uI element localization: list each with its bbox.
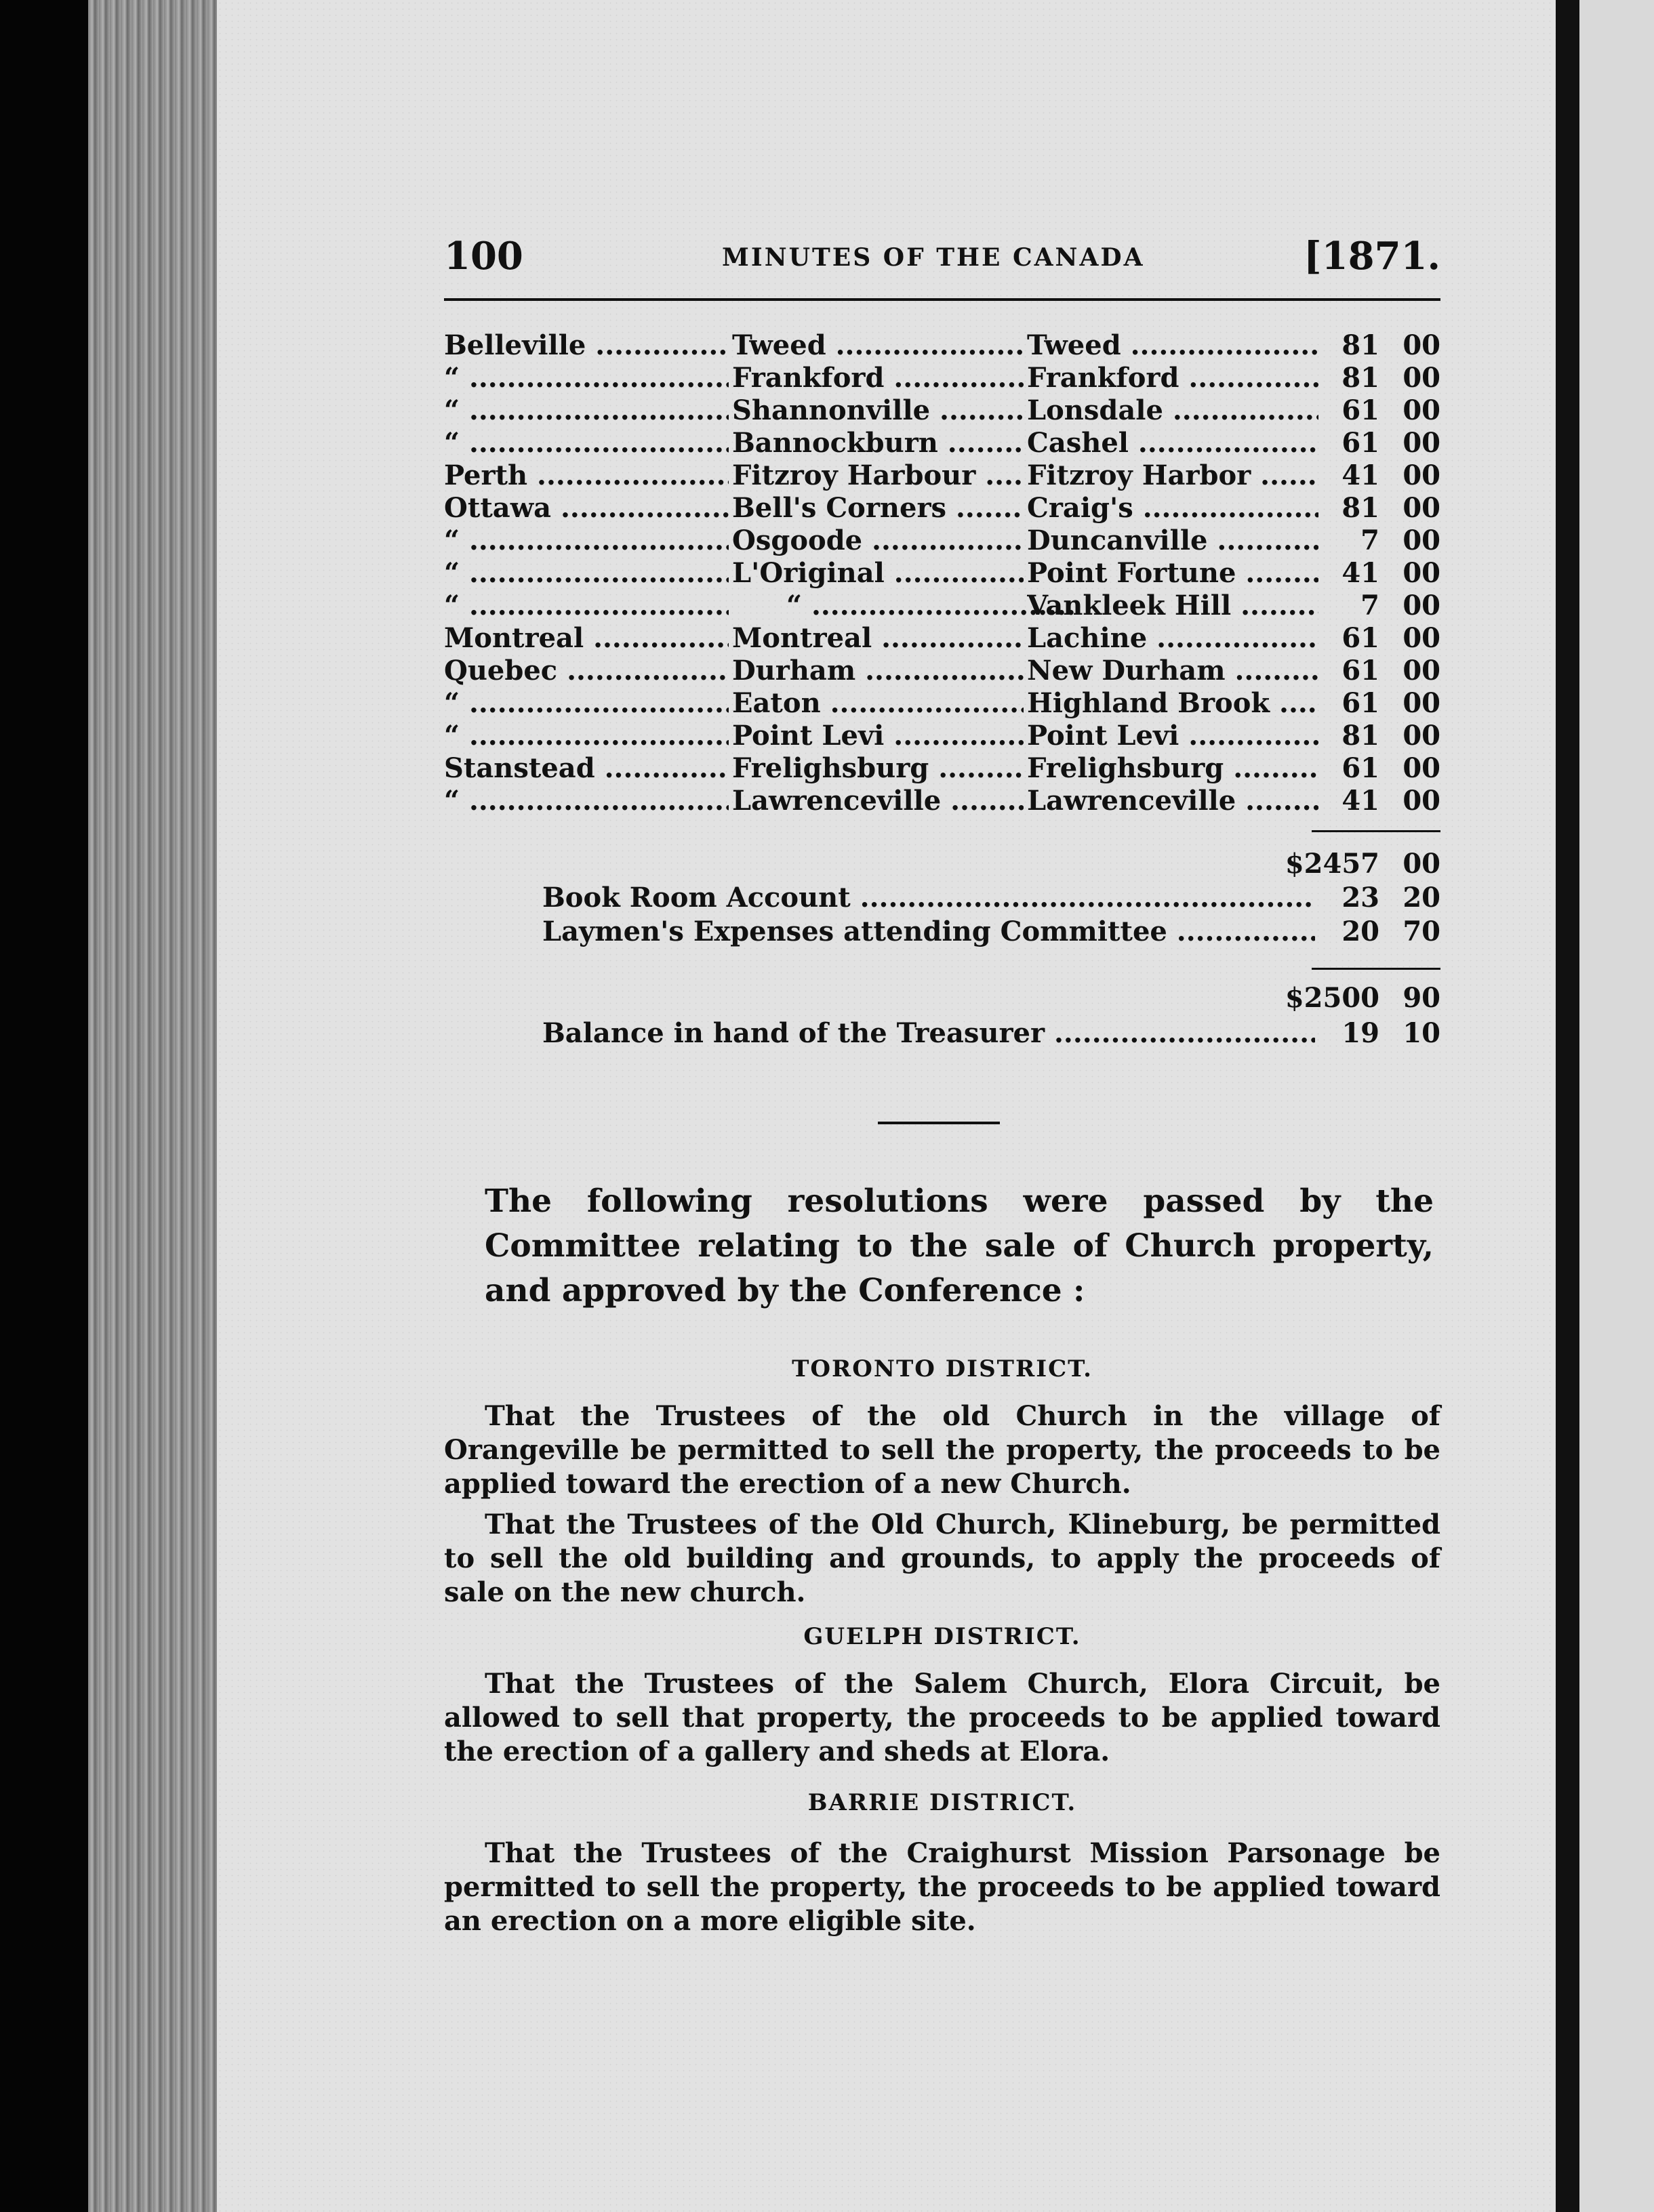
to-place-cell: Lonsdale ..... (1027, 394, 1318, 427)
from-circuit-cell: Eaton ..... (732, 687, 1024, 720)
table-row (444, 752, 1440, 785)
table-row (444, 525, 1440, 557)
cents-cell: 00 (1403, 492, 1440, 524)
book-room-row (444, 881, 1440, 915)
cents-cell: 00 (1403, 655, 1440, 687)
total-cents: 90 (1403, 982, 1440, 1014)
dollars-cell: 61 (1342, 752, 1379, 784)
to-place-cell: Craig's ..... (1027, 492, 1318, 525)
balance-label: Balance in hand of the Treasurer ..... (542, 1017, 1315, 1050)
district-cell: “ ..... (444, 720, 729, 752)
cents-cell: 00 (1403, 752, 1440, 784)
subtotal-row (444, 847, 1440, 881)
total-dollars: $2500 (1285, 982, 1379, 1014)
to-place-cell: Vankleek Hill ..... (1027, 590, 1318, 622)
district-cell: Ottawa ..... (444, 492, 729, 525)
from-circuit-cell: Fitzroy Harbour ..... (732, 459, 1024, 492)
dollars-cell: 81 (1342, 329, 1379, 361)
header-rule (444, 298, 1440, 301)
from-circuit-cell: Durham ..... (732, 655, 1024, 687)
dollars-cell: 41 (1342, 785, 1379, 817)
balance-row (444, 1017, 1440, 1050)
cents-cell: 00 (1403, 720, 1440, 752)
dollars-cell: 81 (1342, 492, 1379, 524)
barrie-resolution-1: That the Trustees of the Craighurst Mission Parsonage be permitted to sell the property, the proceeds to be applied toward an erection on a more eligible site. (444, 1837, 1440, 1937)
dollars-cell: 81 (1342, 720, 1379, 752)
to-place-cell: Frelighsburg ..... (1027, 752, 1318, 785)
table-row (444, 622, 1440, 655)
dollars-cell: 41 (1342, 557, 1379, 589)
table-row (444, 557, 1440, 590)
from-circuit-cell: Frelighsburg ..... (732, 752, 1024, 785)
laymen-expenses-dollars: 20 (1342, 916, 1379, 947)
to-place-cell: Lachine ..... (1027, 622, 1318, 655)
table-row (444, 687, 1440, 720)
book-room-cents: 20 (1403, 882, 1440, 914)
grants-table (444, 329, 1440, 817)
to-place-cell: Cashel ..... (1027, 427, 1318, 459)
balance-cents: 10 (1403, 1017, 1440, 1049)
scan-background (0, 0, 102, 2212)
toronto-district-heading: TORONTO DISTRICT. (792, 1355, 1093, 1382)
from-circuit-cell: Osgoode ..... (732, 525, 1024, 557)
table-row (444, 362, 1440, 394)
book-room-label: Book Room Account ..... (542, 881, 1315, 915)
to-place-cell: Frankford ..... (1027, 362, 1318, 394)
to-place-cell: New Durham ..... (1027, 655, 1318, 687)
cents-cell: 00 (1403, 525, 1440, 556)
laymen-expenses-cents: 70 (1403, 916, 1440, 947)
from-circuit-cell: L'Original ..... (732, 557, 1024, 590)
from-circuit-cell: Lawrenceville ..... (732, 785, 1024, 817)
district-cell: “ ..... (444, 427, 729, 459)
laymen-expenses-row (444, 915, 1440, 949)
cents-cell: 00 (1403, 785, 1440, 817)
from-circuit-cell: Bell's Corners ..... (732, 492, 1024, 525)
from-circuit-cell: Frankford ..... (732, 362, 1024, 394)
subtotal-rule (1312, 830, 1440, 832)
district-cell: Perth ..... (444, 459, 729, 492)
balance-dollars: 19 (1342, 1017, 1379, 1049)
guelph-resolution-1: That the Trustees of the Salem Church, Elora Circuit, be allowed to sell that property, the proceeds to be applied toward the erection of a gallery and sheds at Elora. (444, 1668, 1440, 1767)
to-place-cell: Point Levi ..... (1027, 720, 1318, 752)
table-row (444, 785, 1440, 817)
district-cell: Stanstead ..... (444, 752, 729, 785)
dollars-cell: 61 (1342, 687, 1379, 719)
from-circuit-cell: Bannockburn ..... (732, 427, 1024, 459)
to-place-cell: Highland Brook ..... (1027, 687, 1318, 720)
table-row (444, 459, 1440, 492)
header-year: [1871. (1304, 234, 1440, 279)
to-place-cell: Fitzroy Harbor ..... (1027, 459, 1318, 492)
from-circuit-cell: Tweed ..... (732, 329, 1024, 362)
table-row (444, 394, 1440, 427)
from-circuit-cell: Montreal ..... (732, 622, 1024, 655)
cents-cell: 00 (1403, 687, 1440, 719)
barrie-district-heading: BARRIE DISTRICT. (807, 1789, 1077, 1816)
cents-cell: 00 (1403, 590, 1440, 621)
district-cell: Quebec ..... (444, 655, 729, 687)
laymen-expenses-label: Laymen's Expenses attending Committee ..... (542, 915, 1315, 949)
district-cell: “ ..... (444, 785, 729, 817)
dollars-cell: 81 (1342, 362, 1379, 394)
dollars-cell: 41 (1342, 459, 1379, 491)
dollars-cell: 61 (1342, 655, 1379, 687)
toronto-resolution-1: That the Trustees of the old Church in the village of Orangeville be permitted to sell the property, the proceeds to be applied toward the erection of a new Church. (444, 1400, 1440, 1500)
district-cell: Belleville ..... (444, 329, 729, 362)
total-rule (1312, 968, 1440, 970)
cents-cell: 00 (1403, 427, 1440, 459)
district-cell: “ ..... (444, 394, 729, 427)
cents-cell: 00 (1403, 557, 1440, 589)
district-cell: “ ..... (444, 362, 729, 394)
page-number: 100 (444, 234, 523, 279)
toronto-resolution-2: That the Trustees of the Old Church, Klineburg, be permitted to sell the old building and grounds, to apply the proceeds of sale on the new church. (444, 1509, 1440, 1608)
section-divider (878, 1122, 1000, 1124)
running-header (444, 234, 1440, 281)
resolutions-intro: The following resolutions were passed by the Committee relating to the sale of Church property, and approved by the Conference : (485, 1183, 1434, 1309)
dollars-cell: 7 (1360, 525, 1379, 556)
table-row (444, 720, 1440, 752)
district-cell: “ ..... (444, 525, 729, 557)
to-place-cell: Lawrenceville ..... (1027, 785, 1318, 817)
facing-page-edge (1579, 0, 1654, 2212)
running-title: MINUTES OF THE CANADA (722, 243, 1145, 272)
cents-cell: 00 (1403, 622, 1440, 654)
book-room-dollars: 23 (1342, 882, 1379, 914)
to-place-cell: Point Fortune ..... (1027, 557, 1318, 590)
table-row (444, 655, 1440, 687)
district-cell: “ ..... (444, 687, 729, 720)
subtotal-dollars: $2457 (1285, 848, 1379, 880)
dollars-cell: 61 (1342, 427, 1379, 459)
cents-cell: 00 (1403, 329, 1440, 361)
from-circuit-cell: Point Levi ..... (732, 720, 1024, 752)
to-place-cell: Tweed ..... (1027, 329, 1318, 362)
dollars-cell: 61 (1342, 394, 1379, 426)
district-cell: “ ..... (444, 557, 729, 590)
table-row (444, 427, 1440, 459)
cents-cell: 00 (1403, 362, 1440, 394)
dollars-cell: 61 (1342, 622, 1379, 654)
table-row (444, 329, 1440, 362)
guelph-district-heading: GUELPH DISTRICT. (803, 1623, 1081, 1650)
dollars-cell: 7 (1360, 590, 1379, 621)
table-row (444, 590, 1440, 622)
district-cell: Montreal ..... (444, 622, 729, 655)
table-row (444, 492, 1440, 525)
from-circuit-cell: Shannonville ..... (732, 394, 1024, 427)
from-circuit-cell: “ ..... (732, 590, 1078, 622)
subtotal-cents: 00 (1403, 848, 1440, 880)
cents-cell: 00 (1403, 394, 1440, 426)
total-row (444, 981, 1440, 1015)
cents-cell: 00 (1403, 459, 1440, 491)
district-cell: “ ..... (444, 590, 729, 622)
to-place-cell: Duncanville ..... (1027, 525, 1318, 557)
